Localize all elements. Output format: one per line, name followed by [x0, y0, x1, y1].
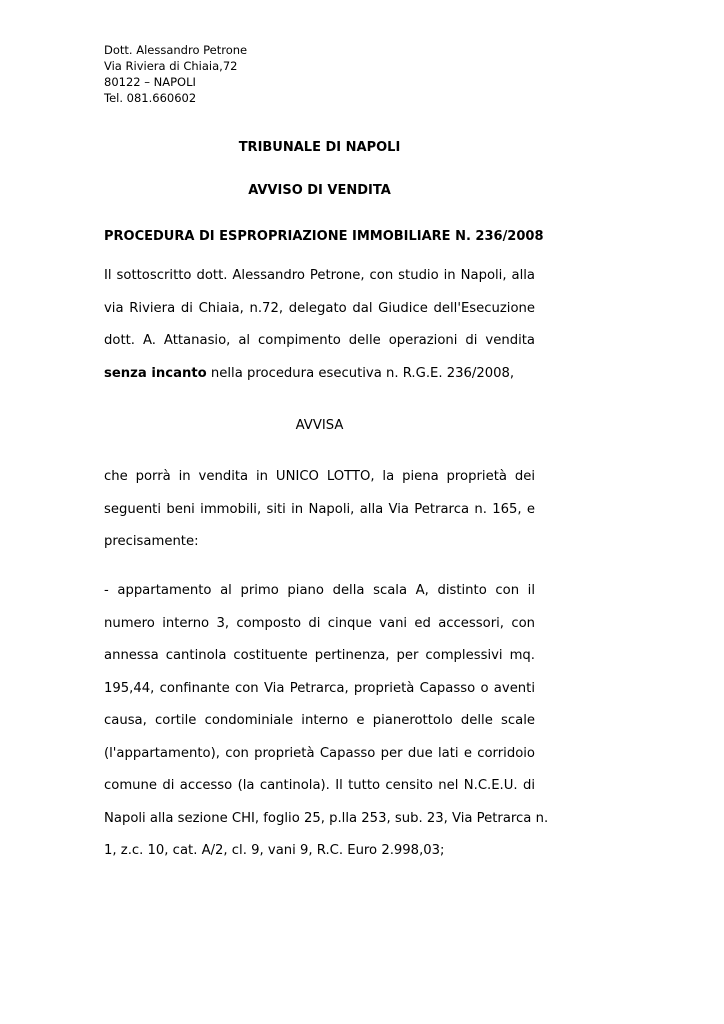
sale-paragraph	[104, 461, 535, 559]
property-line: numero interno 3, composto di cinque vani ed accessori, con	[104, 615, 535, 631]
intro-line: via Riviera di Chiaia, n.72, delegato dal Giudice dell'Esecuzione	[104, 300, 535, 316]
property-line: causa, cortile condominiale interno e pianerottolo delle scale	[104, 713, 535, 728]
sale-mode-bold: senza incanto	[104, 365, 207, 381]
property-line: comune di accesso (la cantinola). Il tutto censito nel N.C.E.U. di	[104, 778, 535, 793]
intro-line	[104, 358, 535, 391]
property-line: Napoli alla sezione CHI, foglio 25, p.lla 253, sub. 23, Via Petrarca n.	[104, 810, 549, 826]
property-line: 1, z.c. 10, cat. A/2, cl. 9, vani 9, R.C. Euro 2.998,03;	[104, 843, 445, 858]
property-line: 195,44, confinante con Via Petrarca, proprietà Capasso o aventi	[104, 680, 535, 696]
sender-address-block	[104, 42, 404, 106]
property-line: (l'appartamento), con proprietà Capasso per due lati e corridoio	[104, 745, 535, 761]
property-line: annessa cantinola costituente pertinenza, per complessivi mq.	[104, 648, 535, 663]
sale-line: seguenti beni immobili, siti in Napoli, alla Via Petrarca n. 165, e	[104, 501, 535, 517]
intro-line: Il sottoscritto dott. Alessandro Petrone, con studio in Napoli, alla	[104, 268, 535, 283]
intro-line: dott. A. Attanasio, al compimento delle operazioni di vendita	[104, 333, 535, 348]
sender-phone: Tel. 081.660602	[104, 91, 197, 105]
property-paragraph	[104, 575, 549, 868]
sale-line: precisamente:	[104, 534, 199, 549]
sale-line: che porrà in vendita in UNICO LOTTO, la piena proprietà dei	[104, 469, 535, 484]
notice-heading: AVVISO DI VENDITA	[248, 183, 391, 198]
sender-city: 80122 – NAPOLI	[104, 75, 196, 89]
intro-paragraph	[104, 260, 535, 390]
intro-line-rest: nella procedura esecutiva n. R.G.E. 236/2008,	[206, 365, 515, 381]
property-line: - appartamento al primo piano della scala A, distinto con il	[104, 583, 535, 598]
sender-street: Via Riviera di Chiaia,72	[104, 59, 238, 73]
procedure-heading: PROCEDURA DI ESPROPRIAZIONE IMMOBILIARE N. 236/2008	[104, 229, 544, 244]
court-heading: TRIBUNALE DI NAPOLI	[238, 140, 401, 155]
sender-name: Dott. Alessandro Petrone	[104, 43, 248, 57]
avvisa-heading: AVVISA	[295, 418, 344, 433]
